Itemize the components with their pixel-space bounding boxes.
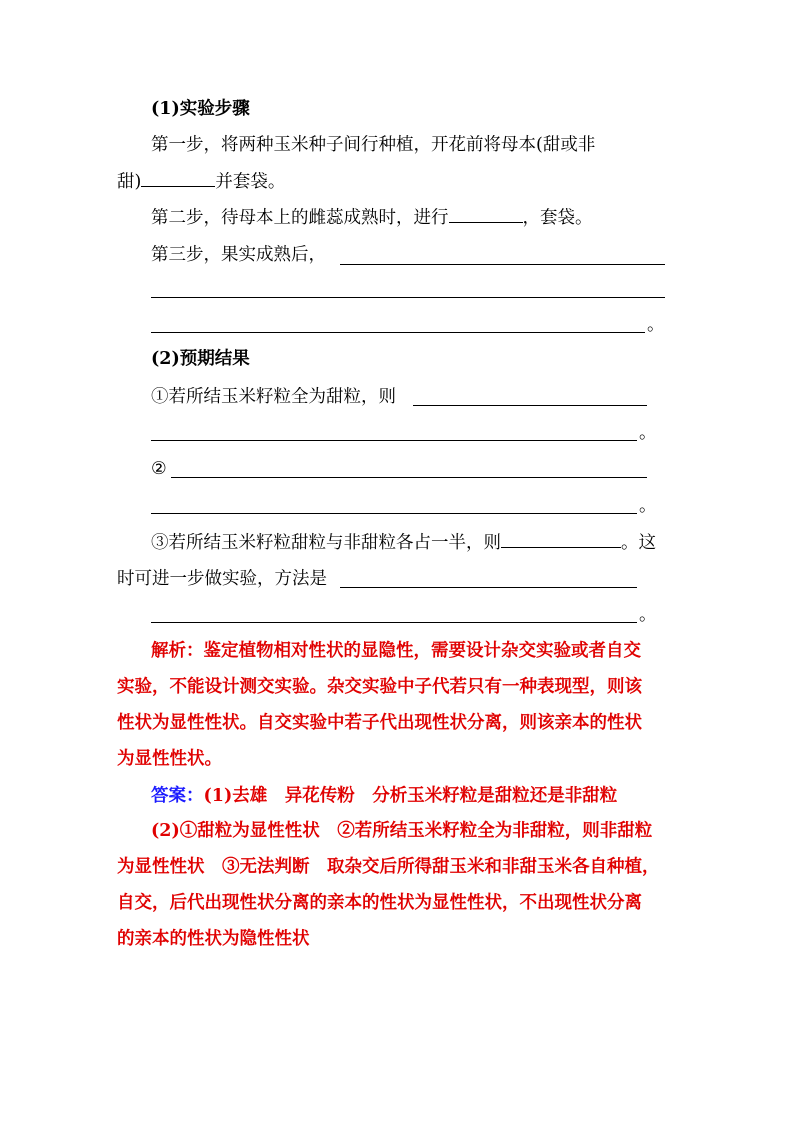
step2-text-post: ，套袋。 [522, 208, 593, 228]
result3-line-b [117, 566, 327, 592]
answer-line-4: 自交，后代出现性状分离的亲本的性状为显性性状，不出现性状分离 [117, 893, 642, 913]
result2-text-pre: ② [151, 459, 167, 479]
step3-period: 。 [647, 315, 665, 335]
result3-text-pre: ③若所结玉米籽粒甜粒与非甜粒各占一半，则 [151, 533, 501, 553]
result1-blank-1[interactable] [413, 405, 647, 406]
analysis-text-1: 鉴定植物相对性状的显隐性，需要设计杂交实验或者自交 [203, 641, 641, 661]
step1-text-pre: 甜) [117, 172, 142, 192]
result1-text-pre: ①若所结玉米籽粒全为甜粒，则 [151, 387, 396, 407]
step1-line-a: 第一步，将两种玉米种子间行种植，开花前将母本(甜或非 [151, 135, 596, 155]
step3-blank-1[interactable] [340, 264, 665, 265]
step3-blank-2[interactable] [151, 297, 665, 298]
answer-text-1: (1)去雄 异花传粉 分析玉米籽粒是甜粒还是非甜粒 [203, 786, 618, 806]
analysis-label: 解析： [151, 641, 204, 661]
result3-method-blank-1[interactable] [340, 587, 637, 588]
result1-period: 。 [639, 423, 657, 443]
answer-line-2: (2)①甜粒为显性性状 ②若所结玉米籽粒全为非甜粒，则非甜粒 [151, 821, 653, 841]
answer-label: 答案： [151, 786, 204, 806]
result1-blank-2[interactable] [151, 440, 637, 441]
step2-blank[interactable] [449, 204, 523, 223]
step1-line-b [117, 168, 285, 195]
step2-line [151, 204, 593, 231]
analysis-line-1 [151, 638, 641, 664]
step1-text-post: 并套袋。 [215, 172, 286, 192]
answer-line-3: 为显性性状 ③无法判断 取杂交后所得甜玉米和非甜玉米各自种植， [117, 857, 660, 877]
analysis-line-2: 实验，不能设计测交实验。杂交实验中子代若只有一种表现型，则该 [117, 677, 642, 697]
step3-blank-3[interactable] [151, 332, 645, 333]
answer-line-5: 的亲本的性状为隐性性状 [117, 929, 310, 949]
result3-method-pre: 时可进一步做实验，方法是 [117, 569, 327, 589]
result3-method-blank-2[interactable] [151, 622, 637, 623]
result3-blank[interactable] [501, 529, 621, 548]
step2-text-pre: 第二步，待母本上的雌蕊成熟时，进行 [151, 208, 449, 228]
result3-line-a [151, 529, 656, 556]
step3-line [151, 242, 326, 268]
result1-line [151, 384, 396, 410]
step1-blank[interactable] [141, 168, 215, 187]
analysis-line-3: 性状为显性性状。自交实验中若子代出现性状分离，则该亲本的性状 [117, 713, 642, 733]
result2-blank-2[interactable] [151, 513, 637, 514]
analysis-line-4: 为显性性状。 [117, 749, 222, 769]
result3-period: 。 [639, 605, 657, 625]
answer-line-1 [151, 783, 617, 809]
step3-text-pre: 第三步，果实成熟后， [151, 245, 326, 265]
result2-line [151, 456, 167, 482]
steps-heading: (1)实验步骤 [151, 99, 250, 119]
result3-text-post: 。这 [621, 533, 656, 553]
result2-blank-1[interactable] [171, 477, 647, 478]
result2-period: 。 [639, 496, 657, 516]
results-heading: (2)预期结果 [151, 349, 250, 369]
